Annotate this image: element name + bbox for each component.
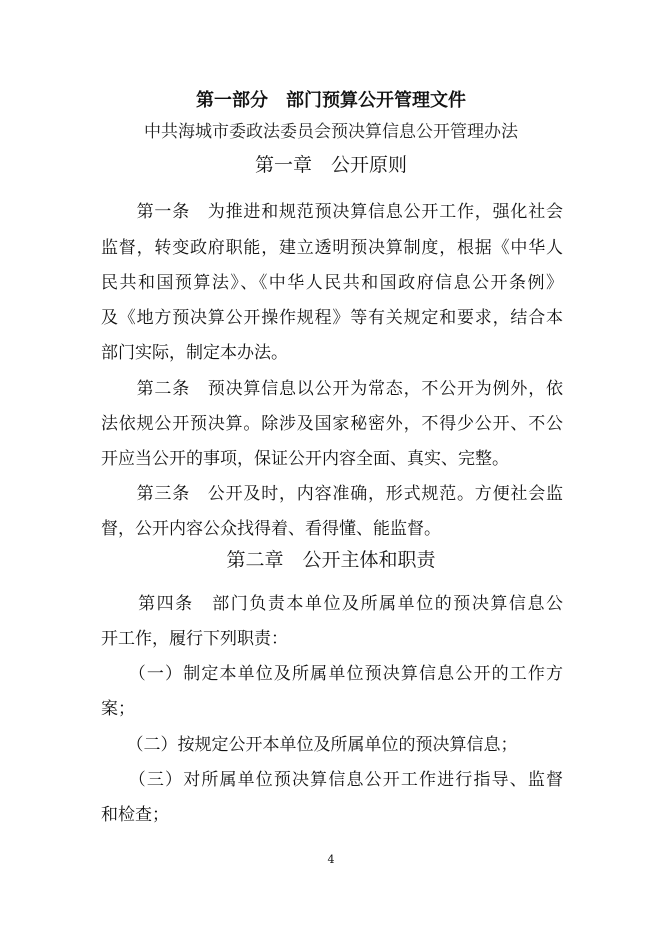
article-3-line: 督，公开内容公众找得着、看得懂、能监督。 xyxy=(101,519,441,539)
document-title: 中共海城市委政法委员会预决算信息公开管理办法 xyxy=(144,122,518,142)
item-3-line: （三）对所属单位预决算信息公开工作进行指导、监督 xyxy=(101,770,563,790)
part-title: 第一部分 部门预算公开管理文件 xyxy=(196,90,466,111)
item-2-line: （二）按规定公开本单位及所属单位的预决算信息； xyxy=(101,735,518,755)
item-1-line: 案； xyxy=(101,699,135,719)
article-2-line: 法依规公开预决算。除涉及国家秘密外，不得少公开、不公 xyxy=(101,414,563,434)
article-1-line: 民共和国预算法》、《中华人民共和国政府信息公开条例》 xyxy=(101,273,563,293)
article-1-line: 监督，转变政府职能，建立透明预决算制度，根据《中华人 xyxy=(101,238,563,258)
article-2-line: 开应当公开的事项，保证公开内容全面、真实、完整。 xyxy=(101,449,509,469)
article-1-line: 及《地方预决算公开操作规程》等有关规定和要求，结合本 xyxy=(101,308,563,328)
article-1-line: 部门实际，制定本办法。 xyxy=(101,343,288,363)
chapter-1-title: 第一章 公开原则 xyxy=(254,154,407,176)
article-3-line: 第三条 公开及时，内容准确，形式规范。方便社会监 xyxy=(101,484,563,504)
article-2-line: 第二条 预决算信息以公开为常态，不公开为例外，依 xyxy=(101,379,563,399)
article-4-line: 开工作，履行下列职责： xyxy=(101,629,288,649)
item-3-line: 和检查； xyxy=(101,805,169,825)
item-1-line: （一）制定本单位及所属单位预决算信息公开的工作方 xyxy=(101,664,563,684)
chapter-2-title: 第二章 公开主体和职责 xyxy=(226,549,436,571)
article-1-line: 第一条 为推进和规范预决算信息公开工作，强化社会 xyxy=(101,202,563,222)
article-4-line: 第四条 部门负责本单位及所属单位的预决算信息公 xyxy=(101,594,563,614)
page-number: 4 xyxy=(327,853,335,866)
